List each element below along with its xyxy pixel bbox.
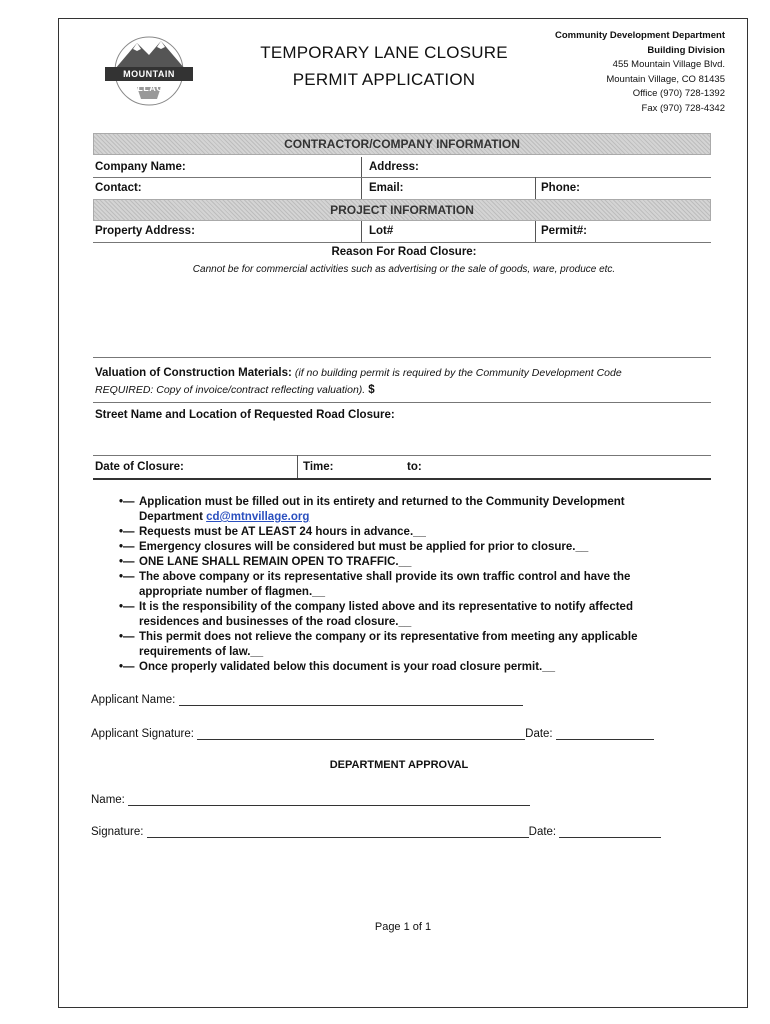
approval-name-field[interactable] — [128, 793, 530, 806]
divider — [93, 357, 711, 358]
valuation-note-1: (if no building permit is required by the Community Development Code — [294, 367, 622, 379]
divider — [93, 402, 711, 403]
rule-text: It is the responsibility of the company listed above and its representative to notify affected — [139, 601, 633, 613]
applicant-name-row — [91, 693, 523, 706]
list-item: •— The above company or its representative shall provide its own traffic control and have the appropriate number of flagmen.__ — [119, 570, 679, 600]
rule-text: This permit does not relieve the company or its representative from meeting any applicable — [139, 631, 638, 643]
page-number: Page 1 of 1 — [374, 921, 432, 933]
applicant-signature-field[interactable] — [197, 727, 525, 740]
time-label: Time: — [303, 461, 334, 473]
divider — [361, 157, 362, 199]
approval-signature-field[interactable] — [147, 825, 529, 838]
divider — [93, 242, 711, 243]
list-item: •— It is the responsibility of the company listed above and its representative to notify affected residences and businesses of the road closure.__ — [119, 600, 679, 630]
mountain-village-logo — [97, 29, 201, 109]
rule-text: requirements of law. — [139, 646, 251, 658]
dept-city: Mountain Village, CO 81435 — [606, 73, 725, 85]
applicant-date-label: Date: — [525, 728, 553, 740]
dept-fax: Fax (970) 728-4342 — [641, 102, 725, 114]
valuation-label: Valuation of Construction Materials: — [95, 367, 292, 379]
project-section-header: PROJECT INFORMATION — [93, 199, 711, 221]
company-name-label: Company Name: — [95, 161, 186, 173]
approval-signature-label: Signature: — [91, 826, 144, 838]
divider — [361, 221, 362, 243]
rule-text: residences and businesses of the road closure. — [139, 616, 399, 628]
permit-form-page — [58, 18, 748, 1008]
property-address-label: Property Address: — [95, 225, 195, 237]
applicant-name-label: Applicant Name: — [91, 694, 176, 706]
approval-date-field[interactable] — [559, 825, 661, 838]
title-line-1: TEMPORARY LANE CLOSURE — [260, 43, 508, 62]
department-contact-block — [555, 29, 725, 116]
address-label: Address: — [369, 161, 419, 173]
form-title — [249, 39, 519, 93]
rule-text: The above company or its representative shall provide its own traffic control and have the — [139, 571, 631, 583]
lot-label: Lot# — [369, 225, 394, 237]
divider — [93, 455, 711, 456]
email-link[interactable]: cd@mtnvillage.org — [206, 511, 310, 523]
rules-list — [119, 495, 679, 675]
list-item: •— Emergency closures will be considered but must be applied for prior to closure.__ — [119, 540, 679, 555]
contractor-section-header: CONTRACTOR/COMPANY INFORMATION — [93, 133, 711, 155]
divider — [93, 177, 711, 178]
divider — [297, 455, 298, 479]
approval-signature-row — [91, 825, 661, 838]
rule-text: Once properly validated below this document is your road closure permit. — [139, 661, 543, 673]
title-line-2: PERMIT APPLICATION — [292, 70, 476, 89]
valuation-note-2: REQUIRED: Copy of invoice/contract reflecting valuation). — [95, 384, 366, 396]
division-name: Building Division — [647, 44, 725, 56]
logo-text: MOUNTAIN VILLAGE — [123, 69, 175, 93]
approval-date-label: Date: — [528, 826, 557, 838]
rule-text: Application must be filled out in its entirety and returned to the Community Development — [139, 496, 625, 508]
street-location-label: Street Name and Location of Requested Road Closure: — [95, 409, 395, 421]
rule-text: Emergency closures will be considered but must be applied for prior to closure. — [139, 541, 576, 553]
dept-name: Community Development Department — [555, 30, 725, 41]
time-to-label: to: — [407, 461, 422, 473]
divider — [535, 221, 536, 243]
divider — [535, 177, 536, 199]
dept-street: 455 Mountain Village Blvd. — [612, 59, 725, 70]
dollar-sign: $ — [368, 384, 375, 396]
date-of-closure-label: Date of Closure: — [95, 461, 184, 473]
applicant-name-field[interactable] — [179, 693, 523, 706]
rule-text: ONE LANE SHALL REMAIN OPEN TO TRAFFIC. — [139, 556, 399, 568]
list-item: •— This permit does not relieve the company or its representative from meeting any applicable requirements of law.__ — [119, 630, 679, 660]
contact-label: Contact: — [95, 182, 142, 194]
approval-name-label: Name: — [91, 794, 125, 806]
list-item: •— Requests must be AT LEAST 24 hours in advance.__ — [119, 525, 679, 540]
list-item — [119, 495, 679, 525]
applicant-signature-label: Applicant Signature: — [91, 728, 194, 740]
list-item: •— Once properly validated below this document is your road closure permit.__ — [119, 660, 679, 675]
phone-label: Phone: — [541, 182, 580, 194]
rule-text: Requests must be AT LEAST 24 hours in advance. — [139, 526, 414, 538]
divider — [93, 478, 711, 480]
permit-number-label: Permit#: — [541, 225, 588, 237]
rule-text: appropriate number of flagmen. — [139, 586, 313, 598]
rule-text: Department — [139, 511, 203, 523]
department-approval-heading: DEPARTMENT APPROVAL — [329, 759, 469, 771]
applicant-date-field[interactable] — [556, 727, 654, 740]
list-item: •— ONE LANE SHALL REMAIN OPEN TO TRAFFIC.__ — [119, 555, 679, 570]
reason-note: Cannot be for commercial activities such as advertising or the sale of goods, ware, produce etc. — [192, 264, 616, 275]
approval-name-row — [91, 793, 530, 806]
dept-office-phone: Office (970) 728-1392 — [632, 88, 725, 99]
email-label: Email: — [369, 182, 404, 194]
applicant-signature-row — [91, 727, 654, 740]
reason-label: Reason For Road Closure: — [331, 246, 477, 258]
valuation-block — [95, 365, 695, 399]
